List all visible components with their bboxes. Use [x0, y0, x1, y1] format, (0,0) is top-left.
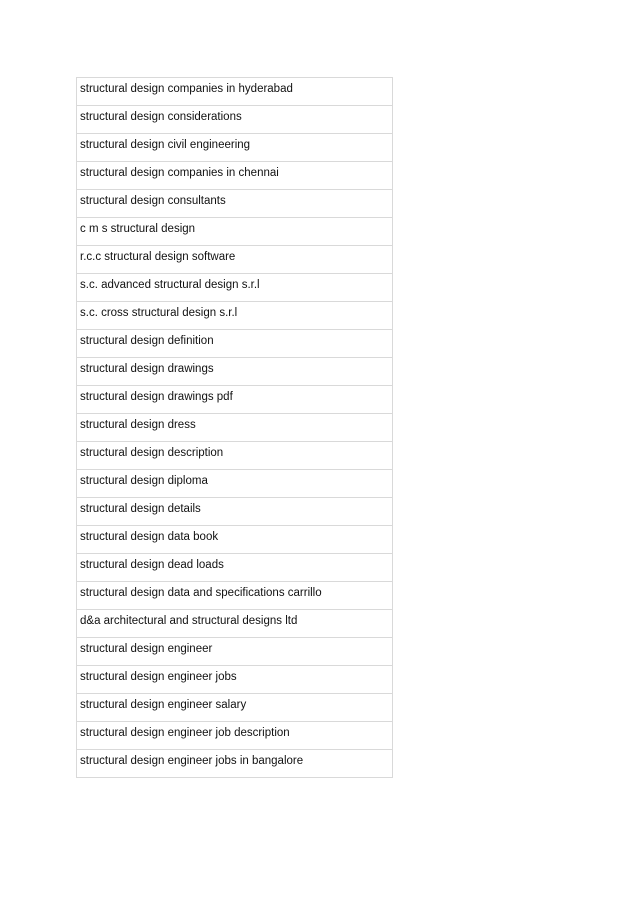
table-row	[77, 386, 393, 414]
keyword-cell: r.c.c structural design software	[77, 246, 393, 274]
keyword-cell: structural design engineer job description	[77, 722, 393, 750]
keyword-cell: structural design definition	[77, 330, 393, 358]
keyword-cell: structural design drawings pdf	[77, 386, 393, 414]
keyword-cell: structural design consultants	[77, 190, 393, 218]
keyword-cell: structural design drawings	[77, 358, 393, 386]
keyword-cell: structural design companies in chennai	[77, 162, 393, 190]
table-row	[77, 498, 393, 526]
table-row	[77, 610, 393, 638]
table-row	[77, 414, 393, 442]
keyword-cell: structural design companies in hyderabad	[77, 78, 393, 106]
table-row	[77, 358, 393, 386]
keyword-cell: s.c. advanced structural design s.r.l	[77, 274, 393, 302]
table-row	[77, 582, 393, 610]
table-row	[77, 442, 393, 470]
table-row	[77, 162, 393, 190]
keyword-cell: structural design engineer jobs in bangalore	[77, 750, 393, 778]
table-row	[77, 106, 393, 134]
table-row	[77, 274, 393, 302]
keyword-cell: d&a architectural and structural designs ltd	[77, 610, 393, 638]
table-row	[77, 78, 393, 106]
keyword-cell: c m s structural design	[77, 218, 393, 246]
table-row	[77, 722, 393, 750]
table-row	[77, 134, 393, 162]
keyword-cell: structural design civil engineering	[77, 134, 393, 162]
table-row	[77, 470, 393, 498]
table-row	[77, 246, 393, 274]
table-row	[77, 526, 393, 554]
table-row	[77, 750, 393, 778]
keyword-cell: structural design considerations	[77, 106, 393, 134]
keyword-cell: structural design dead loads	[77, 554, 393, 582]
keyword-cell: structural design diploma	[77, 470, 393, 498]
keyword-cell: structural design engineer jobs	[77, 666, 393, 694]
table-row	[77, 638, 393, 666]
table-row	[77, 554, 393, 582]
keyword-cell: structural design engineer salary	[77, 694, 393, 722]
keyword-cell: structural design data and specifications carrillo	[77, 582, 393, 610]
table-row	[77, 666, 393, 694]
keyword-cell: structural design data book	[77, 526, 393, 554]
table-row	[77, 330, 393, 358]
keyword-cell: s.c. cross structural design s.r.l	[77, 302, 393, 330]
keyword-cell: structural design dress	[77, 414, 393, 442]
table-row	[77, 190, 393, 218]
table-row	[77, 302, 393, 330]
table-row	[77, 694, 393, 722]
keyword-cell: structural design engineer	[77, 638, 393, 666]
table-row	[77, 218, 393, 246]
keyword-cell: structural design description	[77, 442, 393, 470]
keyword-cell: structural design details	[77, 498, 393, 526]
keyword-table	[76, 77, 393, 778]
